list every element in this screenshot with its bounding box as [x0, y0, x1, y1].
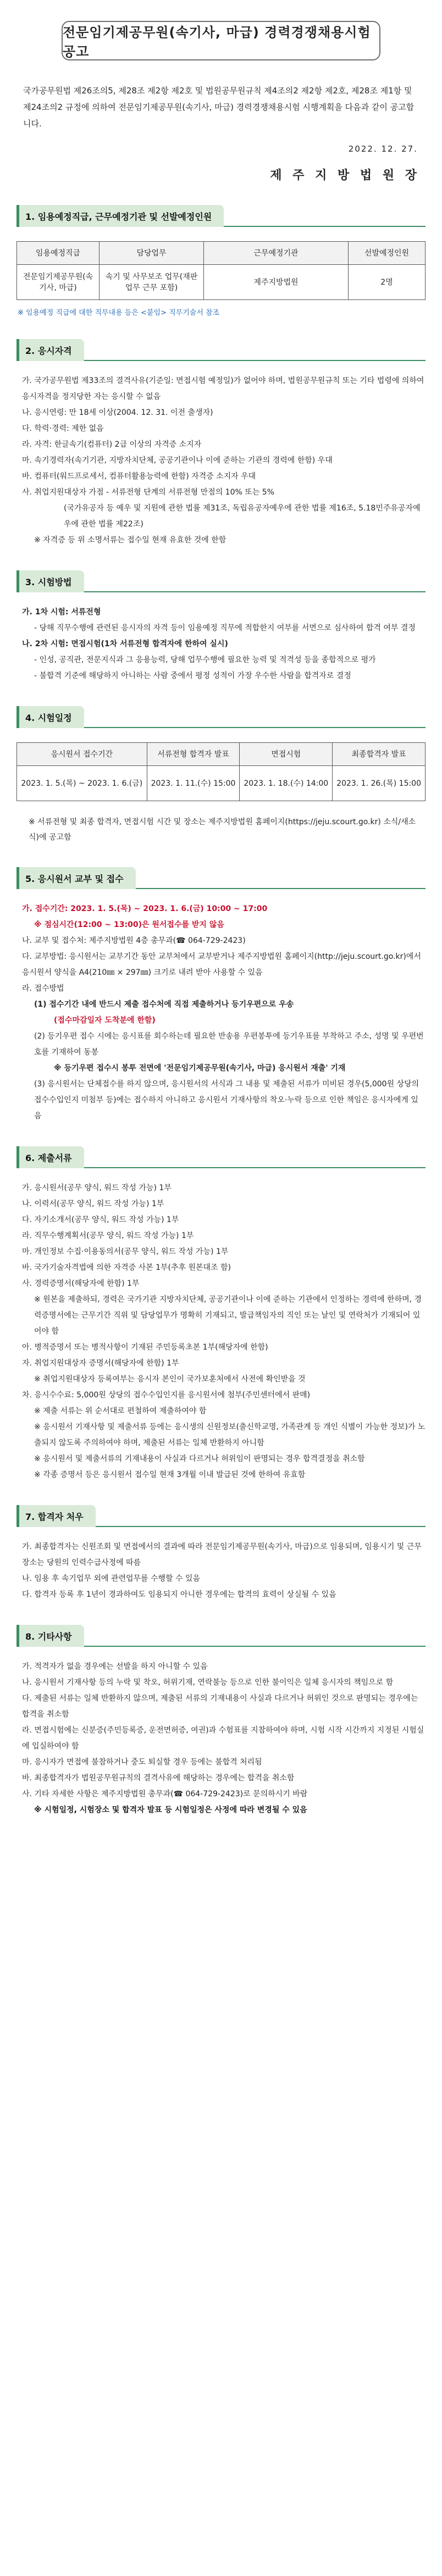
list-item: 라. 접수방법 — [22, 984, 64, 993]
list-item: 사. 경력증명서(해당자에 한함) 1부 — [22, 1279, 140, 1288]
list-item: 차. 응시수수료: 5,000원 상당의 접수수입인지를 응시원서에 첨부(주민센터에서 판매) — [22, 1391, 311, 1400]
table-row — [17, 766, 426, 801]
table-header: 선발예정인원 — [349, 242, 426, 265]
table-header: 최종합격자 발표 — [333, 743, 426, 766]
list-item: ※ 각종 증명서 등은 응시원서 접수일 현재 3개월 이내 발급된 것에 한하여 유효함 — [34, 1470, 306, 1479]
list-item: 다. 학력·경력: 제한 없음 — [22, 424, 104, 433]
table-cell: 2023. 1. 5.(목) ~ 2023. 1. 6.(금) — [17, 766, 147, 801]
list-item: 가. 국가공무원법 제33조의 결격사유(기준일: 면접시험 예정일)가 없어야 하며, 법원공무원규칙 또는 기타 법령에 의하여 응시자격을 정지당한 자는 응시할 수 없음 — [22, 376, 424, 401]
section-8-title: 8. 기타사항 — [16, 1625, 84, 1647]
table-cell: 속기 및 사무보조 업무(재판업무 근무 포함) — [100, 265, 204, 300]
list-item: 자. 취업지원대상자 증명서(해당자에 한함) 1부 — [22, 1359, 179, 1368]
section-5-header — [16, 867, 426, 889]
notice-title: 전문임기제공무원(속기사, 마급) 경력경쟁채용시험 공고 — [62, 21, 380, 60]
table-cell: 2명 — [349, 265, 426, 300]
list-item: 나. 응시원서 기재사항 등의 누락 및 착오, 허위기재, 연락불능 등으로 인한 불이익은 일체 응시자의 책임으로 함 — [22, 1678, 394, 1687]
table-cell: 2023. 1. 26.(목) 15:00 — [333, 766, 426, 801]
list-item: 가. 접수기간: 2023. 1. 5.(목) ~ 2023. 1. 6.(금) 10:00 ~ 17:00 — [22, 904, 268, 913]
list-item: ※ 응시원서 기재사항 및 제출서류 등에는 응시생의 신원정보(출신학교명, 가족관계 등 개인 식별이 가능한 정보)가 노출되지 않도록 주의하여야 하며, 제출된 서류는 일체 반환하지 아니함 — [34, 1423, 426, 1447]
list-item: - 당해 직무수행에 관련된 응시자의 자격 등이 임용예정 직무에 적합한지 여부를 서면으로 심사하여 합격 여부 결정 — [34, 624, 416, 632]
list-item: ※ 자격증 등 위 소명서류는 접수일 현재 유효한 것에 한함 — [34, 536, 226, 545]
list-item: 가. 최종합격자는 신원조회 및 면접에서의 결과에 따라 전문임기제공무원(속기사, 마급)으로 임용되며, 임용시기 및 근무장소는 당원의 인력수급사정에 따름 — [22, 1542, 422, 1567]
section-4-header — [16, 706, 426, 728]
list-item: 마. 응시자가 면접에 불참하거나 중도 퇴실할 경우 등에는 불합격 처리됨 — [22, 1758, 262, 1767]
list-item: (1) 접수기간 내에 반드시 제출 접수처에 직접 제출하거나 등기우편으로 우송 — [34, 1000, 294, 1009]
list-item: 아. 병적증명서 또는 병적사항이 기재된 주민등록초본 1부(해당자에 한함) — [22, 1343, 268, 1352]
section-6-header — [16, 1146, 426, 1168]
intro-paragraph: 국가공무원법 제26조의5, 제28조 제2항 제2호 및 법원공무원규칙 제4조의2 제2항 제2호, 제28조 제1항 및 제24조의2 규정에 의하여 전문임기제공무원(속기사, 마급) 경력경쟁채용시험 시행계획을 다음과 같이 공고합니다. — [23, 86, 415, 129]
schedule-table — [16, 742, 426, 801]
list-item: 마. 개인정보 수집·이용동의서(공무 양식, 워드 작성 가능) 1부 — [22, 1247, 229, 1256]
table-header: 서류전형 합격자 발표 — [147, 743, 240, 766]
list-item: 사. 기타 자세한 사항은 제주지방법원 총무과(☎ 064-729-2423)로 문의하시기 바람 — [22, 1790, 308, 1798]
list-item: 바. 최종합격자가 법원공무원규칙의 결격사유에 해당하는 경우에는 합격을 취소함 — [22, 1774, 295, 1783]
exam-method-list — [16, 604, 426, 684]
list-item: ※ 취업지원대상자 등록여부는 응시자 본인이 국가보훈처에서 사전에 확인받을 것 — [34, 1375, 306, 1384]
list-item: 가. 응시원서(공무 양식, 워드 작성 가능) 1부 — [22, 1184, 172, 1192]
section-8-header — [16, 1625, 426, 1647]
list-item: 라. 자격: 한글속기(컴퓨터) 2급 이상의 자격증 소지자 — [22, 440, 202, 449]
section-7-header — [16, 1505, 426, 1527]
list-item: ※ 원본을 제출하되, 경력은 국가기관 지방자치단체, 공공기관이나 이에 준하는 기관에서 인정하는 경력에 한하며, 경력증명서에는 근무기간 직위 및 담당업무가 명확히 기재되고, 발급책임자의 직인 또는 날인 및 연락처가 기재되어 있어야 함 — [34, 1295, 422, 1336]
section-7-title: 7. 합격자 처우 — [16, 1505, 96, 1527]
list-item: 가. 적격자가 없을 경우에는 선발을 하지 아니할 수 있음 — [22, 1662, 208, 1671]
list-item: 다. 합격자 등록 후 1년이 경과하여도 임용되지 아니한 경우에는 합격의 효력이 상실될 수 있음 — [22, 1590, 336, 1599]
list-item: ※ 점심시간(12:00 ~ 13:00)은 원서접수를 받지 않음 — [34, 920, 224, 929]
list-item: 다. 자기소개서(공무 양식, 워드 작성 가능) 1부 — [22, 1215, 179, 1224]
documents-list — [16, 1180, 426, 1483]
section-4-title: 4. 시험일정 — [16, 706, 84, 728]
list-item: 사. 취업지원대상자 가점 - 서류전형 단계의 서류전형 만점의 10% 또는 5% — [22, 488, 274, 497]
table-header: 응시원서 접수기간 — [17, 743, 147, 766]
table-header: 임용예정직급 — [17, 242, 100, 265]
table-header: 면접시험 — [240, 743, 333, 766]
section-2-title: 2. 응시자격 — [16, 339, 84, 361]
list-item: 바. 컴퓨터(워드프로세서, 컴퓨터활용능력에 한함) 자격증 소지자 우대 — [22, 472, 256, 481]
table-header: 담당업무 — [100, 242, 204, 265]
list-item: 마. 속기경력자(속기기관, 지방자치단체, 공공기관이나 이에 준하는 기관의 경력에 한함) 우대 — [22, 456, 333, 465]
qualification-list — [16, 373, 426, 548]
list-item: 나. 이력서(공무 양식, 워드 작성 가능) 1부 — [22, 1200, 164, 1208]
table-cell: 2023. 1. 11.(수) 15:00 — [147, 766, 240, 801]
section-5-title: 5. 응시원서 교부 및 접수 — [16, 867, 136, 889]
table-cell: 2023. 1. 18.(수) 14:00 — [240, 766, 333, 801]
table-cell: 제주지방법원 — [204, 265, 349, 300]
list-item: 바. 국가기술자격법에 의한 자격증 사본 1부(추후 원본대조 함) — [22, 1263, 231, 1272]
position-table — [16, 241, 426, 300]
list-item: 나. 임용 후 속기업무 외에 관련업무를 수행할 수 있음 — [22, 1574, 201, 1583]
list-item: 나. 2차 시험: 면접시험(1차 서류전형 합격자에 한하여 실시) — [22, 640, 228, 648]
list-item: ※ 응시원서 및 제출서류의 기재내용이 사실과 다르거나 허위임이 판명되는 경우 합격결정을 취소함 — [34, 1454, 365, 1463]
list-item: ※ 등기우편 접수시 봉투 전면에 '전문임기제공무원(속기사, 마급) 응시원서 재출' 기재 — [54, 1064, 346, 1073]
notice-date: 2022. 12. 27. — [348, 144, 418, 154]
section-3-title: 3. 시험방법 — [16, 570, 84, 592]
section-6-title: 6. 제출서류 — [16, 1146, 84, 1168]
table-cell: 전문임기제공무원(속기사, 마급) — [17, 265, 100, 300]
treatment-list — [16, 1539, 426, 1603]
list-item: ※ 제출 서류는 위 순서대로 편철하여 제출하여야 함 — [34, 1407, 207, 1415]
list-item: 라. 면접시험에는 신분증(주민등록증, 운전면허증, 여권)과 수험표를 지참하여야 하며, 시험 시작 시간까지 지정된 시험실에 입실하여야 함 — [22, 1726, 424, 1751]
section-3-header — [16, 570, 426, 592]
section-1-title: 1. 임용예정직급, 근무예정기관 및 선발예정인원 — [16, 205, 224, 227]
list-item: - 인성, 공직관, 전문지식과 그 응용능력, 당해 업무수행에 필요한 능력 및 적격성 등을 종합적으로 평가 — [34, 656, 376, 664]
list-item: (접수마감일자 도착분에 한함) — [54, 1016, 156, 1025]
table-note: ※ 임용예정 직급에 대한 직무내용 등은 <붙임> 직무기술서 참조 — [18, 309, 220, 317]
list-item: 나. 응시연령: 만 18세 이상(2004. 12. 31. 이전 출생자) — [22, 408, 213, 417]
list-item: (국가유공자 등 예우 및 지원에 관한 법률 제31조, 독립유공자예우에 관한 법률 제16조, 5.18민주유공자예우에 관한 법률 제22조) — [64, 504, 421, 529]
table-row — [17, 265, 426, 300]
list-item: 가. 1차 시험: 서류전형 — [22, 608, 101, 617]
list-item: - 불합격 기준에 해당하지 아니하는 사람 중에서 평정 성적이 가장 우수한 사람을 합격자로 결정 — [34, 671, 351, 680]
list-item: 나. 교부 및 접수처: 제주지방법원 4층 총무과(☎ 064-729-2423) — [22, 936, 246, 945]
section-2-header — [16, 339, 426, 361]
list-item: 라. 직무수행계획서(공무 양식, 워드 작성 가능) 1부 — [22, 1231, 194, 1240]
list-item: 다. 제출된 서류는 일체 반환하지 않으며, 제출된 서류의 기재내용이 사실과 다르거나 허위인 것으로 판명되는 경우에는 합격을 취소함 — [22, 1694, 418, 1719]
section-1-header — [16, 205, 426, 227]
list-item: 다. 교부방법: 응시원서는 교부기간 동안 교부처에서 교부받거나 제주지방법원 홈페이지(http://jeju.scourt.go.kr)에서 응시원서 양식을 A4(210㎜ × 297㎜) 크기로 내려 받아 사용할 수 있음 — [22, 952, 421, 977]
list-item: (2) 등기우편 접수 시에는 응시표를 회수하는데 필요한 반송용 우편봉투에 등기우표를 부착하고 주소, 성명 및 우편번호를 기재하여 동봉 — [34, 1032, 424, 1057]
other-notes-list — [16, 1659, 426, 1818]
issuer-name: 제 주 지 방 법 원 장 — [270, 168, 420, 182]
application-list — [16, 901, 426, 1124]
table-header: 근무예정기관 — [204, 242, 349, 265]
list-item: (3) 응시원서는 단체접수를 하지 않으며, 응시원서의 서식과 그 내용 및 제출된 서류가 미비된 경우(5,000원 상당의 접수수입인지 미첨부 등)에는 접수하지 아니하고 응시원서 기재사항의 착오·누락 등으로 인한 책임은 응시자에게 있음 — [34, 1080, 419, 1120]
schedule-note: ※ 서류전형 및 최종 합격자, 면접시험 시간 및 장소는 제주지방법원 홈페이지(https://jeju.scourt.go.kr) 소식/새소식)에 공고함 — [29, 818, 416, 842]
list-item: ※ 시험일정, 시험장소 및 합격자 발표 등 시험일정은 사정에 따라 변경될 수 있음 — [34, 1806, 307, 1814]
